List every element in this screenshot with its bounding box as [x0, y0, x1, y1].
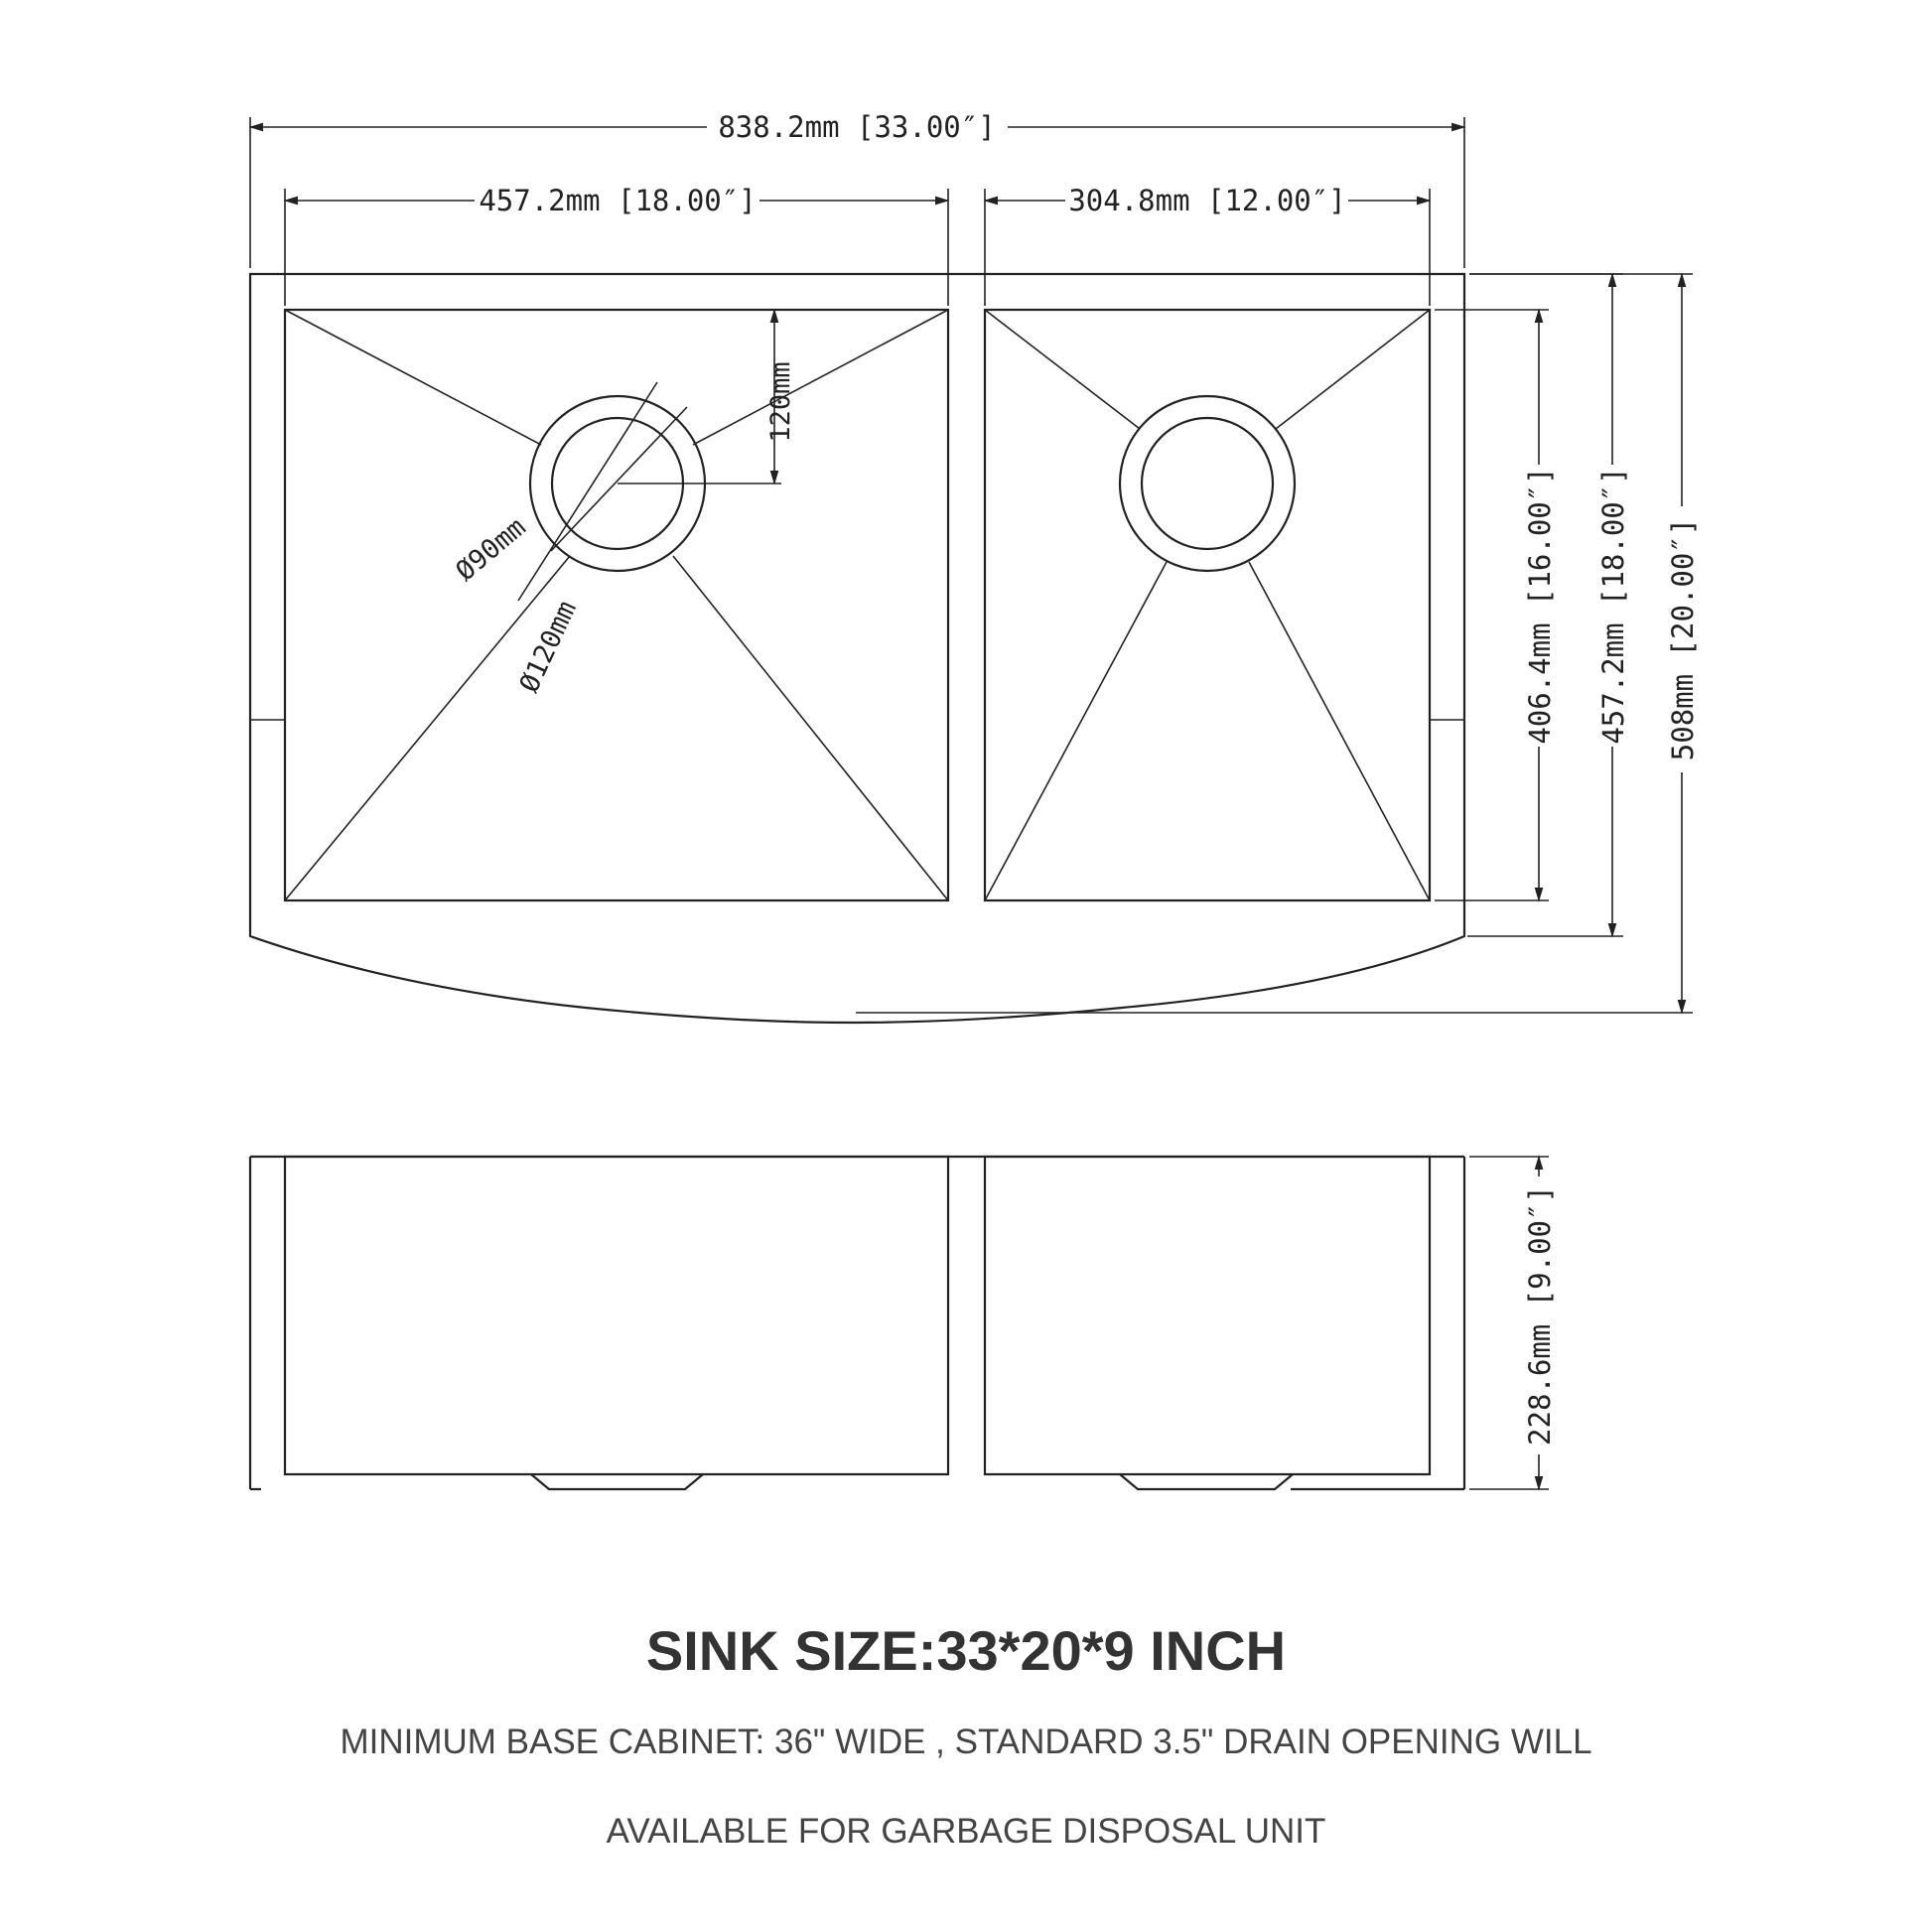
left-bowl-slope-tl	[285, 310, 541, 445]
depth-inner-label: 406.4mm [16.00″]	[1523, 467, 1557, 745]
overall-depth-label: 508mm [20.00″]	[1666, 517, 1700, 761]
right-drain-front	[1120, 1474, 1293, 1489]
left-bowl-slope-br	[673, 556, 948, 900]
height-label: 228.6mm [9.00″]	[1523, 1185, 1557, 1446]
sink-size-title: SINK SIZE:33*20*9 INCH	[645, 1619, 1287, 1682]
right-bowl-top	[985, 310, 1430, 900]
drain-diameter-leader-2	[551, 407, 687, 551]
drain-offset-label: 120mm	[765, 361, 796, 443]
right-bowl-slope-bl	[985, 562, 1167, 900]
drain-inner-diameter-label: Ø90mm	[450, 511, 532, 588]
right-drain-inner	[1142, 418, 1273, 549]
left-bowl-slope-bl	[285, 556, 570, 900]
left-bowl-rim	[285, 310, 948, 900]
right-bowl-slope-br	[1249, 562, 1430, 900]
depth-outer-label: 457.2mm [18.00″]	[1596, 467, 1630, 745]
right-bowl-slope-tl	[985, 310, 1140, 429]
right-width-label: 304.8mm [12.00″]	[1068, 184, 1346, 217]
right-bowl-front	[985, 1157, 1430, 1474]
left-bowl-top	[285, 310, 948, 900]
top-view	[250, 110, 1700, 1023]
left-bowl-front	[285, 1157, 948, 1474]
left-drain-front	[531, 1474, 703, 1489]
sink-outline-top	[250, 274, 1464, 1023]
caption-cabinet-text: MINIMUM BASE CABINET: 36" WIDE , STANDARD 3.5" DRAIN OPENING WILL	[340, 1723, 1592, 1761]
left-bowl-slope-tr	[693, 310, 948, 445]
front-view	[250, 1157, 1557, 1489]
drain-outer-diameter-label: Ø120mm	[513, 596, 583, 698]
right-bowl-rim	[985, 310, 1430, 900]
left-width-label: 457.2mm [18.00″]	[479, 184, 757, 217]
right-bowl-slope-tr	[1276, 310, 1430, 429]
caption-disposal-text: AVAILABLE FOR GARBAGE DISPOSAL UNIT	[606, 1812, 1326, 1851]
overall-width-label: 838.2mm [33.00″]	[718, 110, 996, 144]
right-drain-outer	[1120, 396, 1295, 571]
